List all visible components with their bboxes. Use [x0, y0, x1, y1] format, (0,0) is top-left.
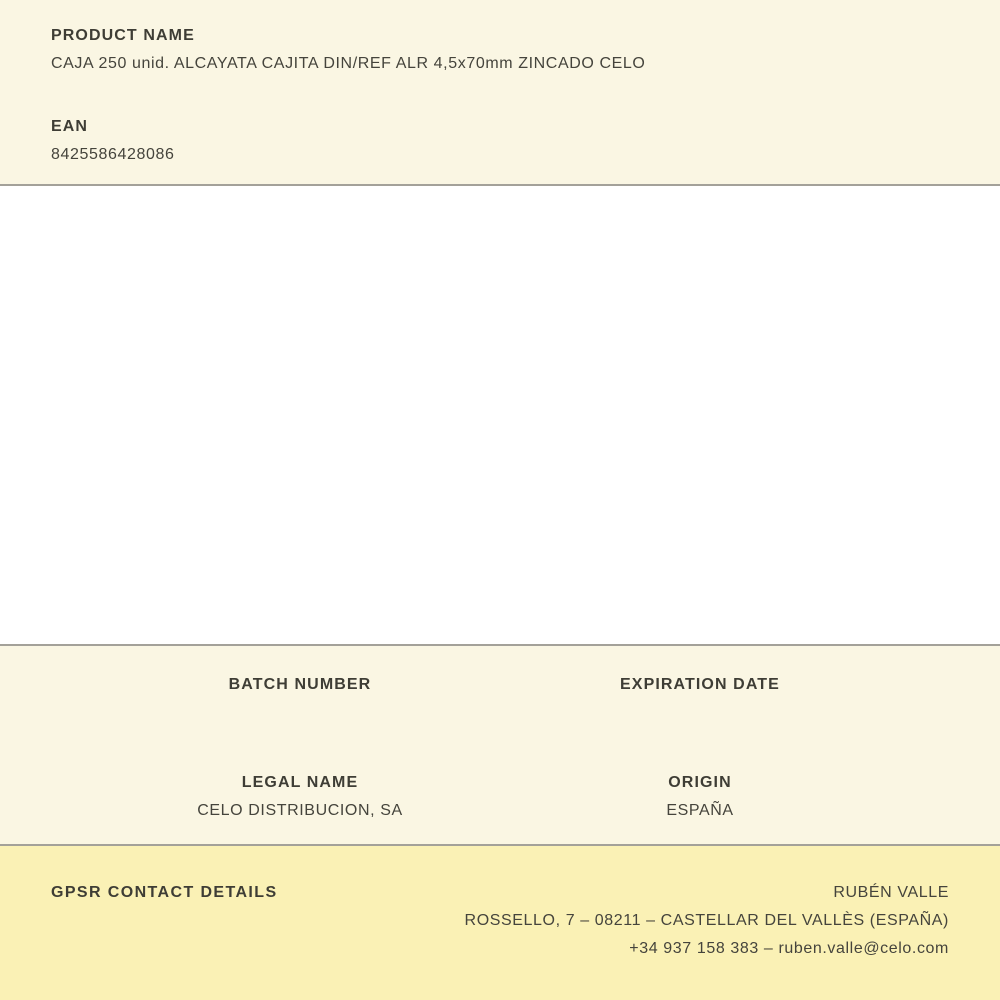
- product-name-label: PRODUCT NAME: [51, 27, 195, 44]
- origin-value: ESPAÑA: [666, 802, 734, 819]
- origin-label: ORIGIN: [668, 774, 732, 791]
- contact-details-block: [465, 879, 949, 963]
- expiration-date-label: EXPIRATION DATE: [620, 676, 780, 693]
- ean-label: EAN: [51, 118, 89, 135]
- batch-number-field: [100, 675, 500, 722]
- legal-name-label: LEGAL NAME: [241, 774, 359, 791]
- details-section: [0, 646, 1000, 844]
- ean-value: 8425586428086: [51, 146, 175, 163]
- gpsr-contact-section: [0, 846, 1000, 1000]
- legal-name-value: CELO DISTRIBUCION, SA: [197, 802, 403, 819]
- product-name-field: [51, 26, 949, 73]
- batch-number-label: BATCH NUMBER: [228, 676, 372, 693]
- product-info-section: [0, 0, 1000, 184]
- legal-name-field: [100, 773, 500, 820]
- origin-field: [500, 773, 900, 820]
- gpsr-contact-heading: GPSR CONTACT DETAILS: [51, 884, 278, 901]
- expiration-date-value: [500, 703, 900, 722]
- contact-name: RUBÉN VALLE: [833, 884, 949, 901]
- contact-phone-email: +34 937 158 383 – ruben.valle@celo.com: [629, 940, 949, 957]
- ean-field: [51, 117, 949, 164]
- product-name-value: CAJA 250 unid. ALCAYATA CAJITA DIN/REF ALR 4,5x70mm ZINCADO CELO: [51, 55, 646, 72]
- expiration-date-field: [500, 675, 900, 722]
- batch-number-value: [100, 703, 500, 722]
- product-image-area: [0, 186, 1000, 644]
- contact-address: ROSSELLO, 7 – 08211 – CASTELLAR DEL VALLÈS (ESPAÑA): [464, 912, 949, 929]
